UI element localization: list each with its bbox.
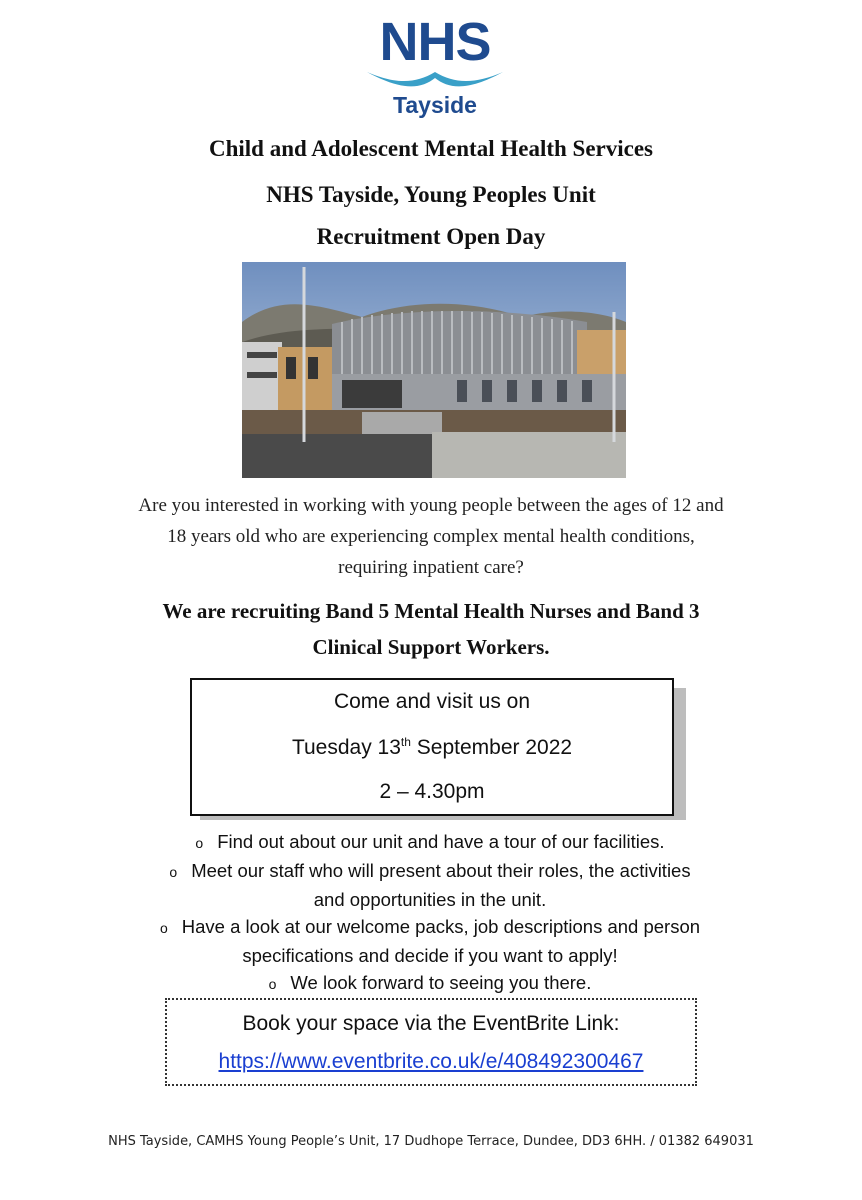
intro-text xyxy=(95,490,767,583)
recruiting-text xyxy=(95,593,767,665)
building-photo xyxy=(242,262,626,478)
eventbrite-link[interactable]: https://www.eventbrite.co.uk/e/408492300467 xyxy=(218,1050,644,1073)
visit-time: 2 – 4.30pm xyxy=(379,780,485,803)
bullet-item-continued: and opportunities in the unit. xyxy=(313,889,547,910)
bullet-item xyxy=(110,857,750,886)
bullet-marker: o xyxy=(159,920,168,936)
logo-wave-icon xyxy=(365,66,505,92)
visit-date-suffix: th xyxy=(400,735,411,749)
bullet-marker: o xyxy=(268,976,277,992)
booking-box xyxy=(165,998,697,1086)
logo-region-text: Tayside xyxy=(393,92,477,118)
bullet-marker: o xyxy=(195,835,204,851)
visit-date xyxy=(192,735,672,760)
visit-intro: Come and visit us on xyxy=(333,690,531,713)
intro-line-3: requiring inpatient care? xyxy=(338,557,524,578)
heading-service: Child and Adolescent Mental Health Services xyxy=(208,136,654,161)
visit-date-prefix: Tuesday 13 xyxy=(291,736,401,759)
bullet-text: Meet our staff who will present about their roles, the activities xyxy=(191,860,691,881)
bullet-marker: o xyxy=(169,864,178,880)
intro-line-2: 18 years old who are experiencing complex mental health conditions, xyxy=(167,526,695,547)
bullet-list xyxy=(110,828,750,998)
footer-address: NHS Tayside, CAMHS Young People’s Unit, 17 Dudhope Terrace, Dundee, DD3 6HH. / 01382 649031 xyxy=(108,1134,754,1149)
visit-box xyxy=(190,678,674,816)
heading-unit: NHS Tayside, Young Peoples Unit xyxy=(266,182,596,207)
logo-brand-text: NHS xyxy=(379,12,491,72)
intro-line-1: Are you interested in working with young people between the ages of 12 and xyxy=(138,495,724,516)
bullet-item-continued: specifications and decide if you want to apply! xyxy=(242,945,618,966)
nhs-tayside-logo xyxy=(360,12,510,122)
visit-date-rest: September 2022 xyxy=(410,736,573,759)
recruiting-line-1: We are recruiting Band 5 Mental Health Nurses and Band 3 xyxy=(162,599,700,623)
bullet-item xyxy=(110,913,750,942)
heading-event: Recruitment Open Day xyxy=(316,224,546,249)
recruiting-line-2: Clinical Support Workers. xyxy=(312,635,550,659)
bullet-item xyxy=(110,828,750,857)
booking-label: Book your space via the EventBrite Link: xyxy=(242,1012,620,1035)
bullet-text: We look forward to seeing you there. xyxy=(290,972,592,993)
bullet-item xyxy=(110,969,750,998)
bullet-text: Have a look at our welcome packs, job descriptions and person xyxy=(181,916,701,937)
bullet-text: Find out about our unit and have a tour of our facilities. xyxy=(217,831,665,852)
